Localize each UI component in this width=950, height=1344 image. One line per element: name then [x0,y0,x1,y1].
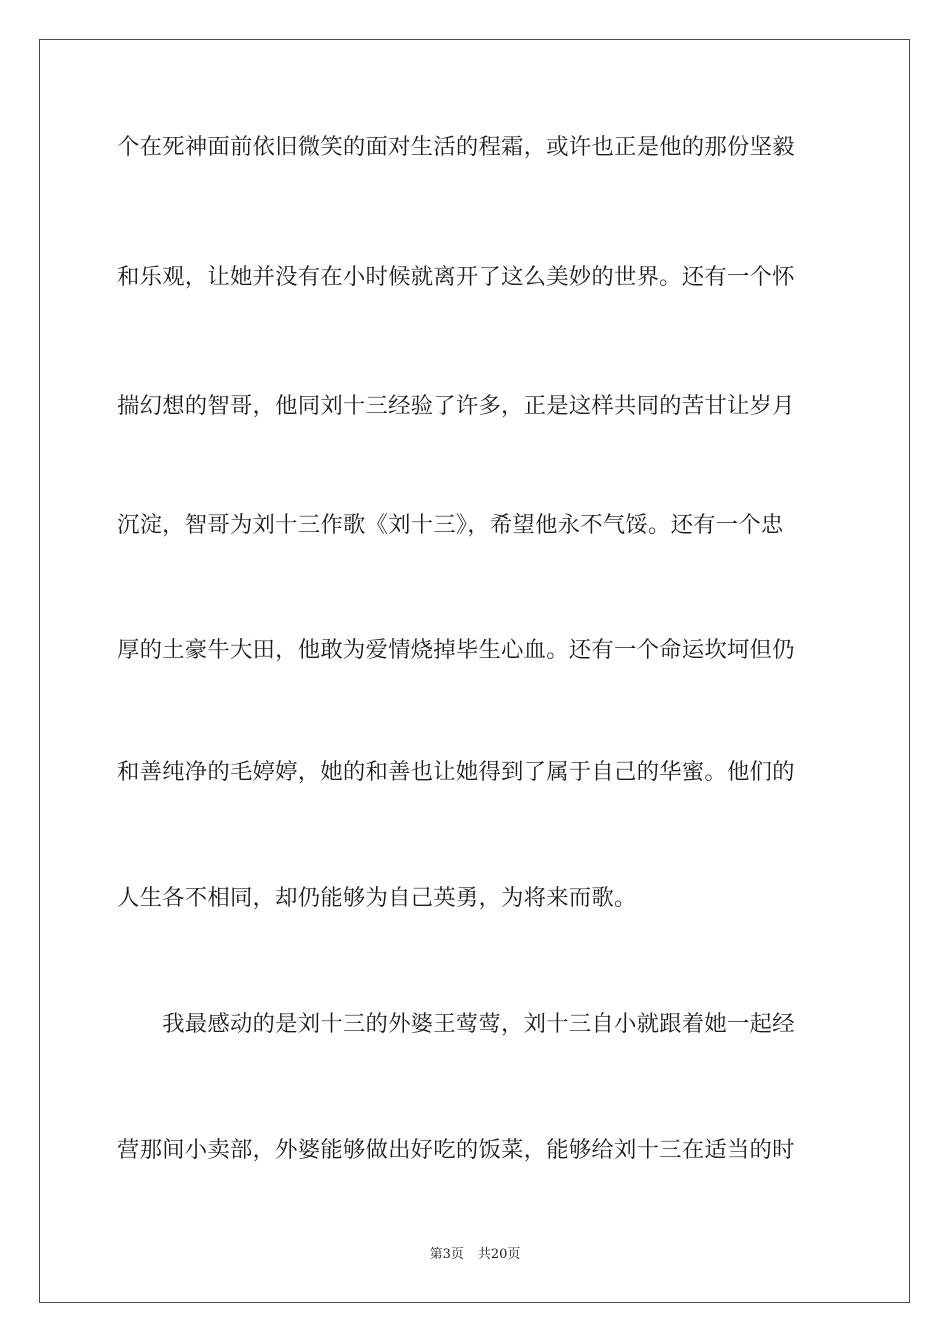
page-number: 第3页 [429,1247,464,1262]
text-line-7: 人生各不相同，却仍能够为自己英勇，为将来而歌。 [117,885,637,911]
text-line-4: 沉淀，智哥为刘十三作歌《刘十三》，希望他永不气馁。还有一个忠 [117,512,784,538]
text-line-6: 和善纯净的毛婷婷，她的和善也让她得到了属于自己的华蜜。他们的 [117,759,795,785]
text-line-9: 营那间小卖部，外婆能够做出好吃的饭菜，能够给刘十三在适当的时 [117,1137,795,1163]
text-line-8: 我最感动的是刘十三的外婆王莺莺，刘十三自小就跟着她一起经 [117,1011,795,1037]
text-line-1: 个在死神面前依旧微笑的面对生活的程霜，或许也正是他的那份坚毅 [117,134,795,160]
text-line-2: 和乐观，让她并没有在小时候就离开了这么美妙的世界。还有一个怀 [117,264,795,290]
page-footer [0,1246,950,1264]
text-line-5: 厚的土豪牛大田，他敢为爱情烧掉毕生心血。还有一个命运坎坷但仍 [117,637,795,663]
text-line-3: 揣幻想的智哥，他同刘十三经验了许多，正是这样共同的苦甘让岁月 [117,393,795,419]
page-border [39,39,910,1303]
total-pages: 共20页 [477,1247,521,1262]
